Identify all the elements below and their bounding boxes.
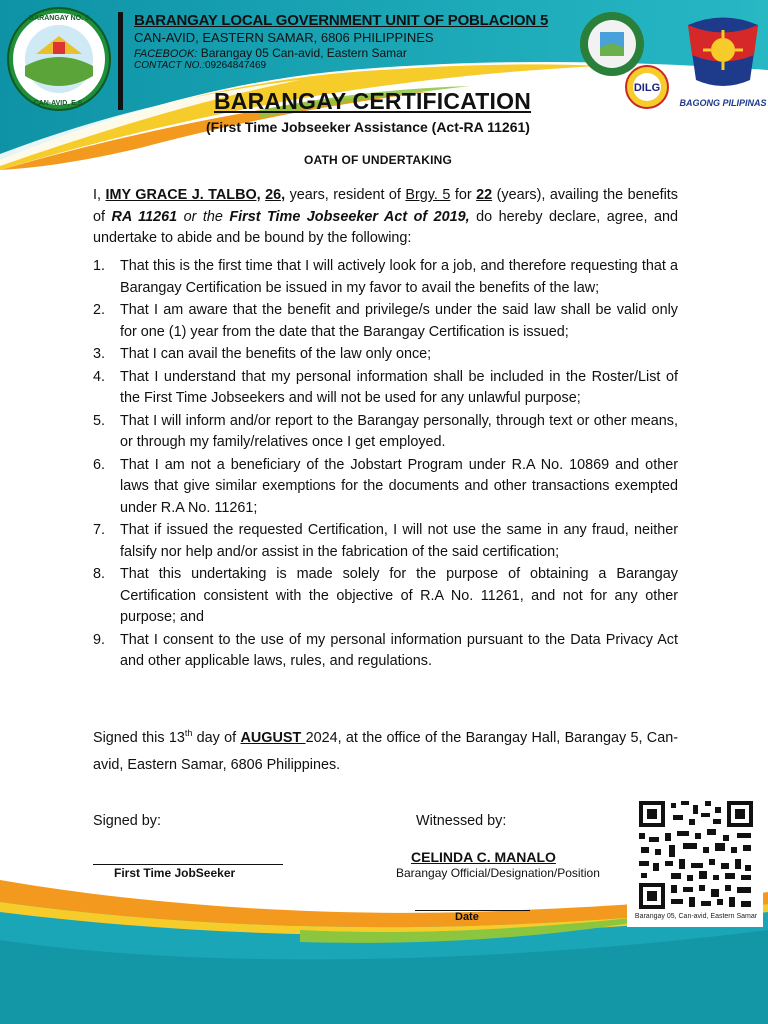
- applicant-name: IMY GRACE J. TALBO,: [105, 187, 261, 203]
- intro-text: (years), availing the benefits of: [93, 187, 678, 225]
- jobseeker-signature-line: [93, 864, 283, 865]
- list-item: 3. That I can avail the benefits of the law only once;: [93, 346, 432, 362]
- date-label: Date: [455, 911, 479, 923]
- bagong-pilipinas-logo: [678, 10, 768, 110]
- signed-text: 2024, at the office of the Barangay Hall, Barangay 5, Can-avid, Eastern Samar, 6806 Philippines.: [93, 729, 678, 773]
- dilg-text: DILG: [633, 82, 661, 94]
- list-item: 4. That I understand that my personal information shall be included in the Roster/List of the First Time Jobseekers and will not be used for any unlawful purpose;: [93, 368, 678, 406]
- qr-caption: Barangay 05, Can-avid, Eastern Samar: [634, 913, 758, 920]
- witness-title: Barangay Official/Designation/Position: [396, 866, 600, 880]
- qr-code-panel: [627, 797, 763, 927]
- header-divider: [118, 12, 123, 110]
- facebook-label: FACEBOOK:: [134, 48, 198, 60]
- intro-text: or the: [177, 208, 230, 225]
- qr-code-icon: [627, 797, 763, 915]
- dilg-logo: [618, 64, 676, 110]
- intro-text: for: [450, 187, 477, 203]
- oath-heading: OATH OF UNDERTAKING: [304, 153, 453, 167]
- bagong-pilipinas-text: BAGONG PILIPINAS: [679, 98, 767, 108]
- document-subtitle: (First Time Jobseeker Assistance (Act-RA 11261): [206, 119, 530, 135]
- document-title: BARANGAY CERTIFICATION: [214, 88, 532, 114]
- svg-text:CAN-AVID, E.S.: CAN-AVID, E.S.: [33, 100, 85, 107]
- list-item: 9. That I consent to the use of my personal information pursuant to the Data Privacy Act and other applicable laws, rules, and regulations.: [93, 631, 678, 669]
- header-text-block: [134, 12, 584, 71]
- facebook-value: Barangay 05 Can-avid, Eastern Samar: [197, 46, 407, 60]
- intro-text: do hereby declare, agree, and undertake to abide and be bound by the following:: [93, 208, 678, 246]
- lgu-title: BARANGAY LOCAL GOVERNMENT UNIT OF POBLACION 5: [134, 12, 549, 29]
- svg-text:BARANGAY NO. 5: BARANGAY NO. 5: [29, 15, 89, 22]
- signed-month: AUGUST: [240, 729, 306, 746]
- facebook-line: [134, 46, 584, 60]
- act-reference: First Time Jobseeker Act of 2019,: [229, 208, 470, 225]
- intro-text: I,: [93, 187, 106, 203]
- applicant-age: 26,: [265, 187, 286, 203]
- intro-text: years, resident of: [285, 187, 406, 203]
- list-item: 6. That I am not a beneficiary of the Jobstart Program under R.A No. 10869 and other laws that give similar exemptions for the documents and other transactions exempted under R.A No. 11261;: [93, 456, 678, 516]
- list-item: 1. That this is the first time that I will actively look for a job, and therefore requesting that a Barangay Certification be issued in my favor to avail the benefits of the law;: [93, 258, 678, 296]
- contact-line: [134, 60, 584, 71]
- list-item: 5. That I will inform and/or report to the Barangay personally, through text or other means, or through my family/relatives once I get employed.: [93, 412, 678, 450]
- witnessed-by-label: Witnessed by:: [416, 813, 507, 829]
- list-item: 7. That if issued the requested Certification, I will not use the same in any fraud, neither falsify nor help and/or assist in the fabrication of the said certification;: [93, 522, 678, 560]
- contact-value: 09264847469: [204, 60, 267, 71]
- residency-years: 22: [476, 187, 493, 203]
- day-suffix: th: [184, 728, 193, 738]
- applicant-barangay: Brgy. 5: [405, 187, 451, 203]
- intro-paragraph: [93, 185, 678, 250]
- signed-text: Signed this 13: [93, 729, 185, 746]
- signed-by-label: Signed by:: [93, 813, 162, 829]
- jobseeker-label: First Time JobSeeker: [114, 866, 236, 880]
- witness-name: CELINDA C. MANALO: [411, 849, 556, 865]
- ra-reference: RA 11261: [111, 208, 178, 225]
- barangay-seal-logo: [6, 6, 112, 112]
- signed-text: day of: [192, 729, 241, 746]
- undertaking-list: [93, 256, 678, 674]
- list-item: 2. That I am aware that the benefit and privilege/s under the said law shall be valid only for one (1) year from the date that the Barangay Certification is issued;: [93, 302, 678, 340]
- lgu-address: CAN-AVID, EASTERN SAMAR, 6806 PHILIPPINES: [134, 30, 434, 45]
- list-item: 8. That this undertaking is made solely for the purpose of obtaining a Barangay Certification consistent with the objective of R.A No. 11261, and not for any other purpose; and: [93, 566, 678, 625]
- contact-label: CONTACT NO.:: [134, 60, 205, 71]
- signed-this-paragraph: [93, 720, 678, 779]
